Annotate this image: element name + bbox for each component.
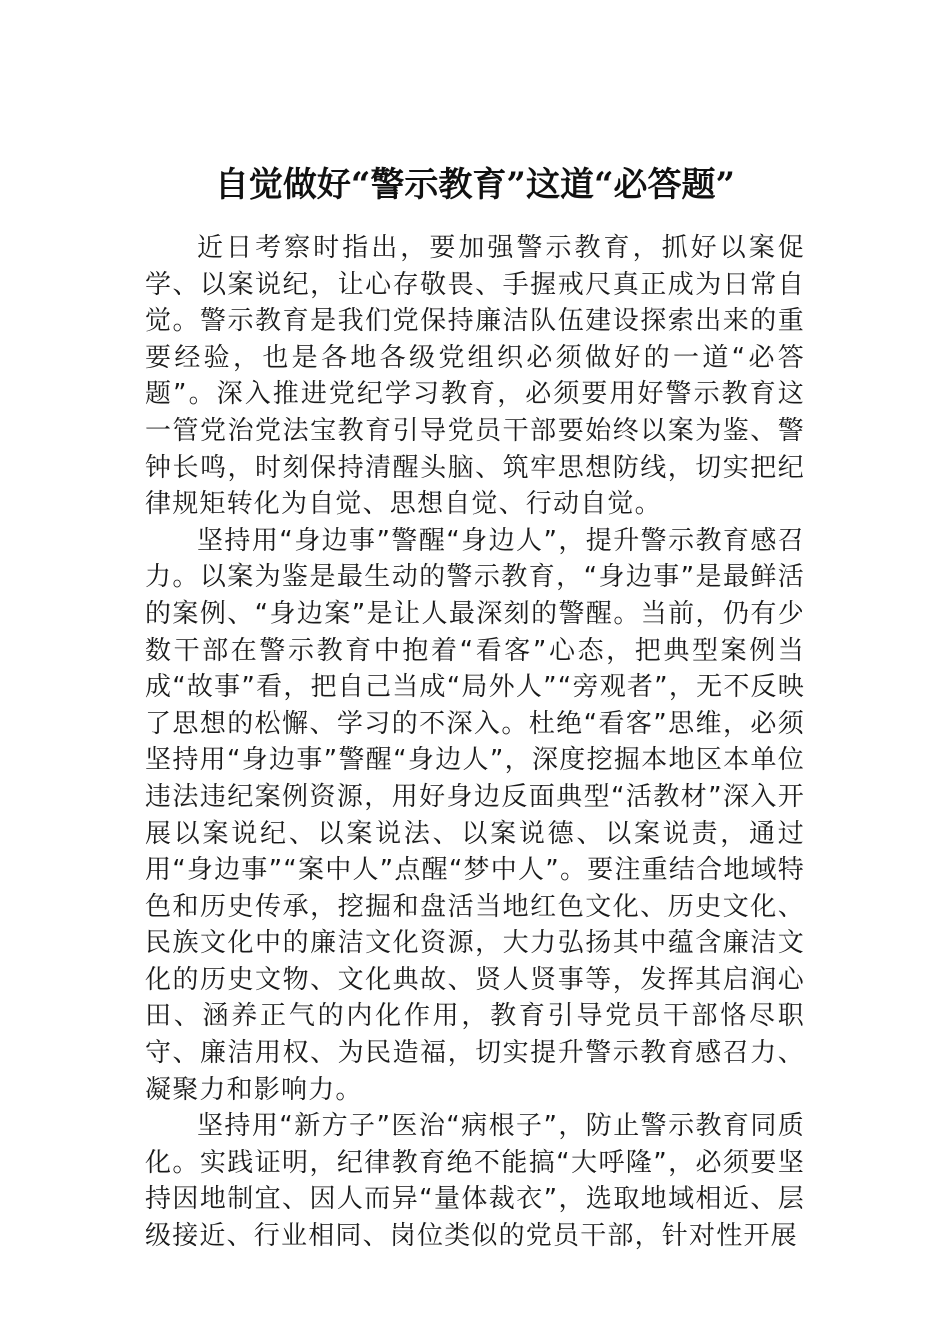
paragraph-2: 坚持用“身边事”警醒“身边人”，提升警示教育感召力。以案为鉴是最生动的警示教育，“身边事”是最鲜活的案例、“身边案”是让人最深刻的警醒。当前，仍有少数干部在警示教育中抱着“看客”心态，把典型案例当成“故事”看，把自己当成“局外人”“旁观者”，无不反映了思想的松懈、学习的不深入。杜绝“看客”思维，必须坚持用“身边事”警醒“身边人”，深度挖掘本地区本单位违法违纪案例资源，用好身边反面典型“活教材”深入开展以案说纪、以案说法、以案说德、以案说责，通过用“身边事”“案中人”点醒“梦中人”。要注重结合地域特色和历史传承，挖掘和盘活当地红色文化、历史文化、民族文化中的廉洁文化资源，大力弘扬其中蕴含廉洁文化的历史文物、文化典故、贤人贤事等，发挥其启润心田、涵养正气的内化作用，教育引导党员干部恪尽职守、廉洁用权、为民造福，切实提升警示教育感召力、凝聚力和影响力。 — [145, 525, 805, 1105]
document-body — [145, 230, 805, 1255]
paragraph-3: 坚持用“新方子”医治“病根子”，防止警示教育同质化。实践证明，纪律教育绝不能搞“大呼隆”，必须要坚持因地制宜、因人而异“量体裁衣”，选取地域相近、层级接近、行业相同、岗位类似的党员干部，针对性开展 — [145, 1111, 805, 1252]
document-title: 自觉做好“警示教育”这道“必答题” — [214, 165, 736, 205]
paragraph-1: 近日考察时指出，要加强警示教育，抓好以案促学、以案说纪，让心存敬畏、手握戒尺真正成为日常自觉。警示教育是我们党保持廉洁队伍建设探索出来的重要经验，也是各地各级党组织必须做好的一道“必答题”。深入推进党纪学习教育，必须要用好警示教育这一管党治党法宝教育引导党员干部要始终以案为鉴、警钟长鸣，时刻保持清醒头脑、筑牢思想防线，切实把纪律规矩转化为自觉、思想自觉、行动自觉。 — [145, 233, 805, 520]
